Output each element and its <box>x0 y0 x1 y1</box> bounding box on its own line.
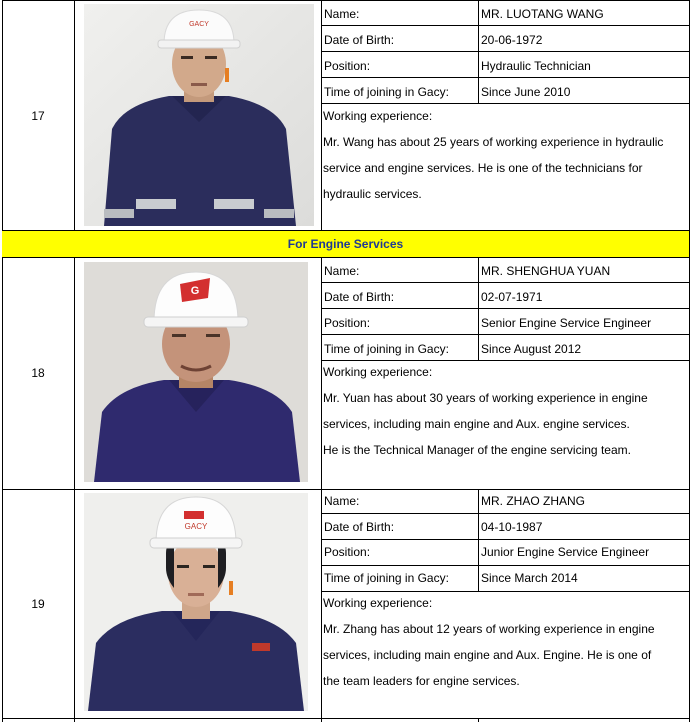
name-label: Name: <box>324 494 360 508</box>
joined-value: Since March 2014 <box>481 571 578 585</box>
helmet-logo-text: GACY <box>184 522 208 531</box>
experience-line: Mr. Wang has about 25 years of working experience in hydraulic <box>323 135 664 149</box>
experience-line: the team leaders for engine services. <box>323 674 520 688</box>
experience-block <box>323 359 688 463</box>
experience-line: Mr. Yuan has about 30 years of working experience in engine <box>323 391 648 405</box>
section-header: For Engine Services <box>2 231 689 257</box>
position-value: Junior Engine Service Engineer <box>481 545 650 559</box>
experience-label: Working experience: <box>323 596 433 610</box>
employee-photo <box>84 262 308 482</box>
employee-photo <box>84 493 308 711</box>
dob-label: Date of Birth: <box>324 290 395 304</box>
position-value: Hydraulic Technician <box>481 59 591 73</box>
name-label: Name: <box>324 264 360 278</box>
name-label: Name: <box>324 7 360 21</box>
position-label: Position: <box>324 59 371 73</box>
experience-line: hydraulic services. <box>323 187 422 201</box>
dob-value: 20-06-1972 <box>481 33 543 47</box>
dob-label: Date of Birth: <box>324 33 395 47</box>
row-number: 19 <box>31 597 45 611</box>
row-number: 18 <box>31 366 45 380</box>
experience-block <box>323 103 688 207</box>
experience-line: service and engine services. He is one of the technicians for <box>323 161 643 175</box>
experience-block <box>323 590 688 694</box>
experience-label: Working experience: <box>323 109 433 123</box>
dob-value: 04-10-1987 <box>481 520 543 534</box>
experience-label: Working experience: <box>323 365 433 379</box>
name-value: MR. LUOTANG WANG <box>481 7 604 21</box>
name-value: MR. ZHAO ZHANG <box>481 494 585 508</box>
experience-line: He is the Technical Manager of the engine servicing team. <box>323 443 631 457</box>
dob-label: Date of Birth: <box>324 520 395 534</box>
dob-value: 02-07-1971 <box>481 290 543 304</box>
joined-label: Time of joining in Gacy: <box>324 571 449 585</box>
helmet-logo-text: GACY <box>189 21 209 28</box>
joined-value: Since August 2012 <box>481 342 582 356</box>
joined-label: Time of joining in Gacy: <box>324 85 449 99</box>
employee-photo <box>84 4 314 226</box>
joined-value: Since June 2010 <box>481 85 571 99</box>
joined-label: Time of joining in Gacy: <box>324 342 449 356</box>
experience-line: Mr. Zhang has about 12 years of working experience in engine <box>323 622 655 636</box>
position-label: Position: <box>324 316 371 330</box>
row-number: 17 <box>31 109 45 123</box>
position-value: Senior Engine Service Engineer <box>481 316 652 330</box>
experience-line: services, including main engine and Aux. engine services. <box>323 417 630 431</box>
svg-text:G: G <box>190 285 200 297</box>
position-label: Position: <box>324 545 371 559</box>
experience-line: services, including main engine and Aux. Engine. He is one of <box>323 648 652 662</box>
name-value: MR. SHENGHUA YUAN <box>481 264 611 278</box>
